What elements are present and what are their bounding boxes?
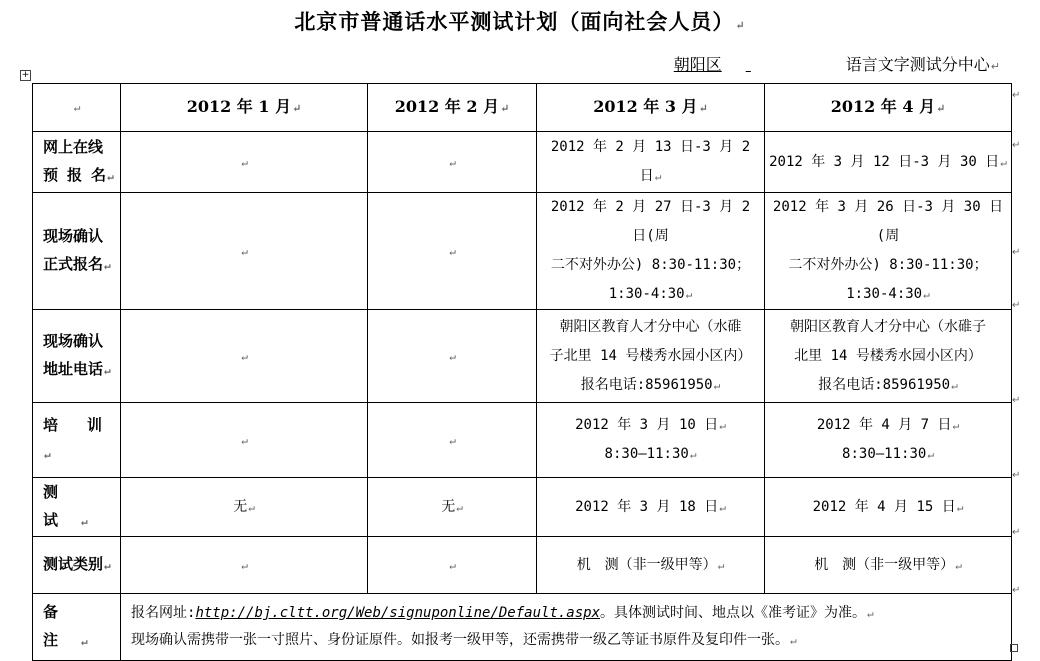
cell-training-feb: ↵ xyxy=(368,403,537,478)
district-name: 朝阳区 xyxy=(673,55,722,74)
table-row xyxy=(33,403,1012,478)
underline-blank xyxy=(746,55,846,74)
header-apr: 2012 年 4 月↵ xyxy=(765,84,1012,132)
cell-training-jan: ↵ xyxy=(121,403,368,478)
subtitle: 朝阳区 语言文字测试分中心↵ xyxy=(650,52,1000,75)
cell-category-mar: 机 测（非一级甲等）↵ xyxy=(537,537,765,594)
header-blank-cell: ↵ xyxy=(33,84,121,132)
cell-confirm-apr: 2012 年 3 月 26 日-3 月 30 日 (周 二不对外办公) 8:30-11:30； 1:30-4:30↵ xyxy=(765,193,1012,310)
cell-test-jan: 无↵ xyxy=(121,478,368,537)
header-mar: 2012 年 3 月↵ xyxy=(537,84,765,132)
cell-category-apr: 机 测（非一级甲等）↵ xyxy=(765,537,1012,594)
row-label-category: 测试类别↵ xyxy=(33,537,121,594)
cell-test-mar: 2012 年 3 月 18 日↵ xyxy=(537,478,765,537)
cell-address-mar: 朝阳区教育人才分中心（水碓 子北里 14 号楼秀水园小区内） 报名电话:85961950↵ xyxy=(537,310,765,403)
cell-category-feb: ↵ xyxy=(368,537,537,594)
row-end-mark: ↵ xyxy=(1012,140,1021,151)
row-label-online: 网上在线 预 报 名↵ xyxy=(33,132,121,193)
cell-test-feb: 无↵ xyxy=(368,478,537,537)
cell-training-apr: 2012 年 4 月 7 日↵ 8:30—11:30↵ xyxy=(765,403,1012,478)
table-row xyxy=(33,594,1012,661)
row-end-mark: ↵ xyxy=(1012,395,1021,406)
signup-url-link[interactable]: http://bj.cltt.org/Web/signuponline/Default.aspx xyxy=(195,605,601,621)
cell-address-jan: ↵ xyxy=(121,310,368,403)
cell-address-apr: 朝阳区教育人才分中心（水碓子 北里 14 号楼秀水园小区内） 报名电话:85961950↵ xyxy=(765,310,1012,403)
table-row xyxy=(33,193,1012,310)
cell-online-apr: 2012 年 3 月 12 日-3 月 30 日↵ xyxy=(765,132,1012,193)
row-end-mark: ↵ xyxy=(1012,585,1021,596)
table-row xyxy=(33,537,1012,594)
row-label-address: 现场确认 地址电话↵ xyxy=(33,310,121,403)
page-title: 北京市普通话水平测试计划（面向社会人员）↵ xyxy=(294,9,746,34)
header-feb: 2012 年 2 月↵ xyxy=(368,84,537,132)
row-end-mark: ↵ xyxy=(1012,470,1021,481)
table-row xyxy=(33,132,1012,193)
cell-category-jan: ↵ xyxy=(121,537,368,594)
cell-training-mar: 2012 年 3 月 10 日↵ 8:30—11:30↵ xyxy=(537,403,765,478)
row-end-mark: ↵ xyxy=(1012,527,1021,538)
cell-confirm-jan: ↵ xyxy=(121,193,368,310)
cell-test-apr: 2012 年 4 月 15 日↵ xyxy=(765,478,1012,537)
row-label-notes: 备 注↵ xyxy=(33,594,121,661)
schedule-table xyxy=(32,83,1012,661)
table-row xyxy=(33,310,1012,403)
row-label-training: 培 训↵ xyxy=(33,403,121,478)
cell-online-mar: 2012 年 2 月 13 日-3 月 2 日↵ xyxy=(537,132,765,193)
center-name: 语言文字测试分中心 xyxy=(845,55,990,74)
cell-confirm-feb: ↵ xyxy=(368,193,537,310)
cell-address-feb: ↵ xyxy=(368,310,537,403)
notes-cell: 报名网址:http://bj.cltt.org/Web/signuponline/Default.aspx。具体测试时间、地点以《准考证》为准。↵ 现场确认需携带一张一寸照片、身份证原件。如报考一级甲等，还需携带一级乙等证书原件及复印件一张。↵ xyxy=(121,594,1012,661)
row-end-mark: ↵ xyxy=(1012,300,1021,311)
row-end-mark: ↵ xyxy=(1012,247,1021,258)
header-jan: 2012 年 1 月↵ xyxy=(121,84,368,132)
cell-online-jan: ↵ xyxy=(121,132,368,193)
table-move-handle-icon[interactable]: + xyxy=(21,70,30,80)
table-row xyxy=(33,478,1012,537)
table-resize-handle-icon[interactable] xyxy=(1010,644,1018,652)
cell-online-feb: ↵ xyxy=(368,132,537,193)
table-row xyxy=(33,84,1012,132)
row-end-mark: ↵ xyxy=(1012,90,1021,101)
row-label-test: 测 试↵ xyxy=(33,478,121,537)
cell-confirm-mar: 2012 年 2 月 27 日-3 月 2 日(周 二不对外办公) 8:30-11:30； 1:30-4:30↵ xyxy=(537,193,765,310)
row-label-onsite-confirm: 现场确认 正式报名↵ xyxy=(33,193,121,310)
